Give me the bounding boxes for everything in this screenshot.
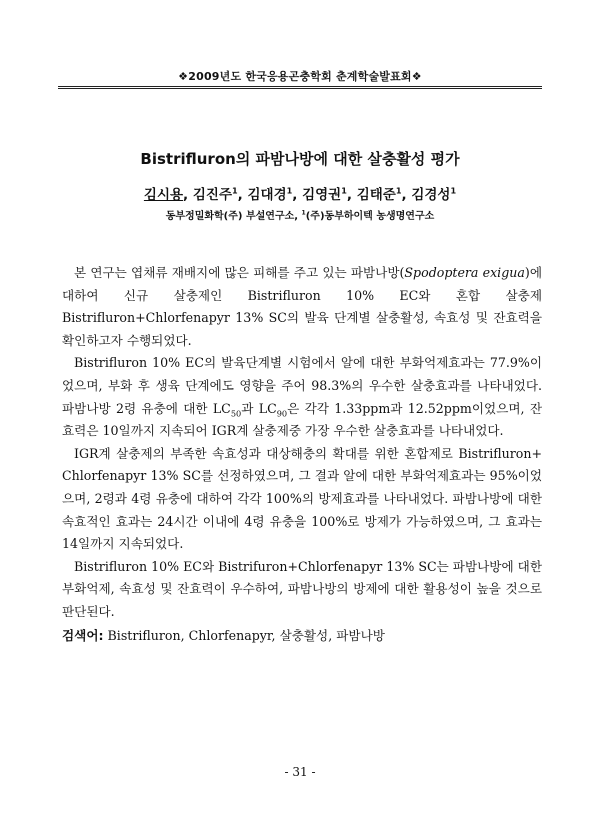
abstract-paragraph-4: Bistrifluron 10% EC와 Bistrifuron+Chlorfenapyr 13% SC는 파밤나방에 대한 부화억제, 속효성 및 잔효력이 우수하여, 파밤나방의 방제에 대한 활용성이 높을 것으로 판단된다. — [62, 558, 542, 619]
keywords — [62, 626, 542, 646]
author: 김경성$^1$ — [411, 185, 457, 203]
abstract-paragraph-2: Bistrifluron 10% EC의 발육단계별 시험에서 알에 대한 부화억제효과는 77.9%이었으며, 부화 후 생육 단계에도 영향을 주어 98.3%의 우수한 살충효과를 나타내었다. 파밤나방 2령 유충에 대한 $LC_{50}$과 $LC_{90}$은 각각 1.33ppm과 12.52ppm이었으며, 잔효력은 10일까지 지속되어 IGR계 살충제중 가장 우수한 살충효과를 나타내었다. — [62, 355, 542, 439]
abstract-paragraph-3: IGR계 살충제의 부족한 속효성과 대상해충의 확대를 위한 혼합제로 Bistrifluron+ Chlorfenapyr 13% SC를 선정하였으며, 그 결과 알에 대한 부화억제효과는 95%이었으며, 2령과 4령 유충에 대하여 각각 100%의 방제효과를 나타내었다. 파밤나방에 대한 속효적인 효과는 24시간 이내에 4령 유충을 100%로 방제가 가능하였으며, 그 효과는 14일까지 지속되었다. — [62, 445, 542, 552]
scientific-name: Spodoptera exigua — [404, 265, 525, 280]
title-rest: 의 파밤나방에 대한 살충활성 평가 — [235, 150, 460, 168]
abstract-paragraph-1: 본 연구는 엽채류 재배지에 많은 피해를 주고 있는 파밤나방(Spodoptera exigua)에 대하여 신규 살충제인 Bistrifluron 10% EC와 혼합 살충제 Bistrifluron+Chlorfenapyr 13% SC의 발육 단계별 살충활성, 속효성 및 잔효력을 확인하고자 수행되었다. — [62, 265, 542, 348]
keywords-text: Bistrifluron, Chlorfenapyr, 살충활성, 파밤나방 — [103, 628, 385, 643]
author: 김태준$^1$ — [356, 185, 402, 203]
affiliation: 동부정밀화학(주) 부설연구소, $^1$(주)동부하이텍 농생명연구소 — [165, 209, 435, 222]
author: 김대경$^1$ — [247, 185, 293, 203]
author-presenting: 김시용 — [143, 187, 184, 203]
page-number: - 31 - — [284, 765, 316, 779]
paper-title — [0, 148, 600, 169]
header-rule — [58, 86, 542, 89]
title-compound: Bistrifluron — [140, 150, 236, 168]
author-list: 김시용, 김진주$^1$, 김대경$^1$, 김영권$^1$, 김태준$^1$, 김경성$^1$ — [143, 185, 457, 203]
author: 김영권$^1$ — [302, 185, 347, 203]
conference-header: ❖2009년도 한국응용곤충학회 춘계학술발표회❖ — [178, 70, 422, 83]
author: 김진주$^1$ — [192, 185, 238, 203]
abstract-body — [62, 262, 542, 624]
keywords-label: 검색어: — [62, 628, 104, 643]
